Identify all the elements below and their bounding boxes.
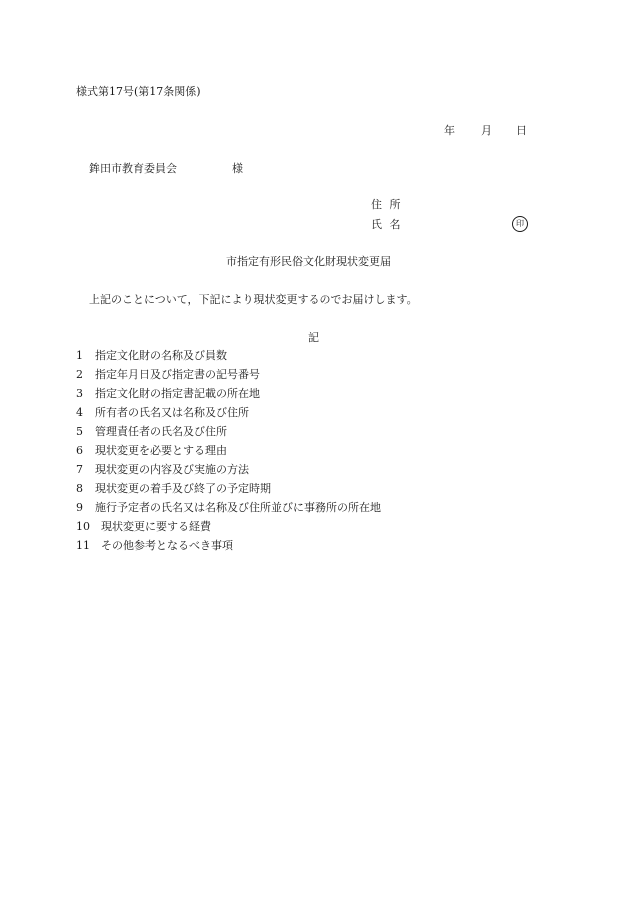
ki-heading: 記 — [308, 331, 319, 344]
item-list — [76, 350, 381, 559]
item-text: 施行予定者の氏名又は名称及び住所並びに事務所の所在地 — [95, 501, 381, 514]
item-text: 指定文化財の名称及び員数 — [95, 349, 227, 362]
item-text: 現状変更を必要とする理由 — [95, 444, 227, 457]
list-item — [76, 445, 381, 464]
list-item — [76, 464, 381, 483]
date-day-label: 日 — [516, 124, 527, 137]
item-number: 11 — [76, 539, 90, 552]
item-number: 10 — [76, 520, 90, 533]
item-number: 5 — [76, 425, 83, 438]
item-text: 指定文化財の指定書記載の所在地 — [95, 387, 260, 400]
list-item — [76, 521, 381, 540]
seal-mark-icon: 印 — [512, 216, 528, 232]
item-number: 7 — [76, 463, 83, 476]
item-text: 現状変更の着手及び終了の予定時期 — [95, 482, 271, 495]
addressee-honorific: 様 — [232, 162, 243, 175]
item-text: 現状変更に要する経費 — [101, 520, 211, 533]
item-text: 現状変更の内容及び実施の方法 — [95, 463, 249, 476]
item-number: 8 — [76, 482, 83, 495]
date-month-label: 月 — [481, 124, 492, 137]
list-item — [76, 369, 381, 388]
list-item — [76, 350, 381, 369]
item-number: 4 — [76, 406, 83, 419]
date-year-label: 年 — [444, 124, 455, 137]
item-text: その他参考となるべき事項 — [101, 539, 233, 552]
item-number: 2 — [76, 368, 83, 381]
list-item — [76, 502, 381, 521]
intro-paragraph: 上記のことについて，下記により現状変更するのでお届けします。 — [89, 293, 418, 306]
document-title: 市指定有形民俗文化財現状変更届 — [226, 255, 391, 268]
addressee-name: 鉾田市教育委員会 — [89, 162, 177, 175]
form-number: 様式第17号(第17条関係) — [76, 85, 201, 98]
list-item — [76, 426, 381, 445]
list-item — [76, 388, 381, 407]
item-number: 9 — [76, 501, 83, 514]
list-item — [76, 483, 381, 502]
item-text: 所有者の氏名又は名称及び住所 — [95, 406, 249, 419]
item-text: 指定年月日及び指定書の記号番号 — [95, 368, 260, 381]
item-number: 6 — [76, 444, 83, 457]
item-number: 1 — [76, 349, 83, 362]
applicant-name-label: 氏 名 — [371, 218, 403, 231]
list-item — [76, 407, 381, 426]
applicant-address-label: 住 所 — [371, 198, 403, 211]
item-number: 3 — [76, 387, 83, 400]
list-item — [76, 540, 381, 559]
item-text: 管理責任者の氏名及び住所 — [95, 425, 227, 438]
